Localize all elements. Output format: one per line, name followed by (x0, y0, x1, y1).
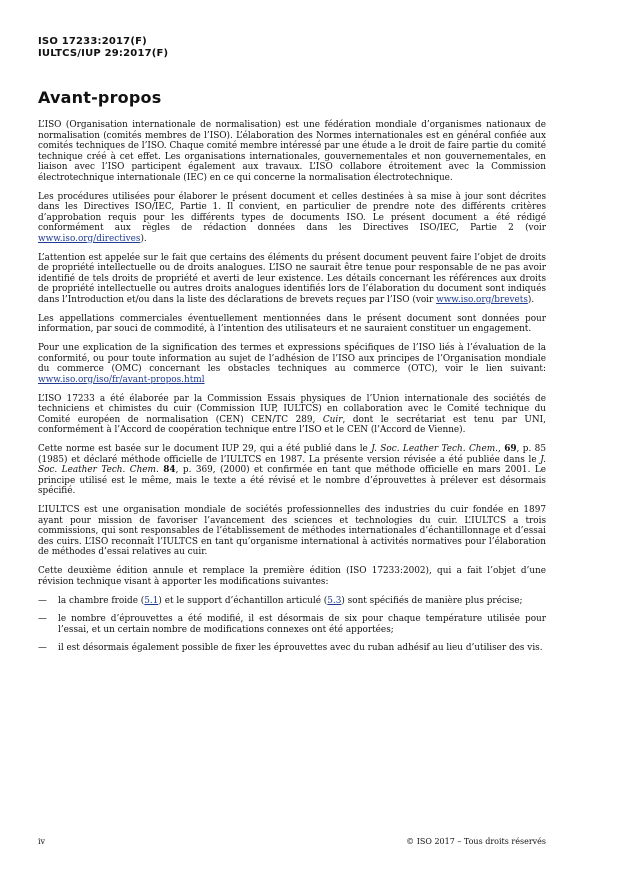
list-item (38, 643, 546, 654)
paragraph-text-end: , dont le secrétariat est tenu par UNI, conformément à l’Accord de coopération technique entre l’ISO et le CEN (l’Accord de Vienne). (38, 414, 546, 435)
link-clause-5-1[interactable]: 5.1 (144, 595, 159, 606)
page-number: iv (38, 837, 46, 846)
journal-name: J. Soc. Leather Tech. Chem. (371, 444, 498, 454)
paragraph-text: L’ISO 17233 a été élaborée par la Commission Essais physiques de l’Union internationale des sociétés de techniciens et chimistes du cuir (Commission IUP, IULTCS) en collaboration avec le Comité technique du Comité européen de normalisation (CEN) CEN/TC 289, (38, 393, 546, 425)
paragraph-conformity (38, 343, 546, 385)
list-item-text: ) et le support d’échantillon articulé ( (158, 595, 328, 606)
page-title: Avant-propos (38, 88, 162, 107)
paragraph-iso-intro: L’ISO (Organisation internationale de normalisation) est une fédération mondiale d’organismes nationaux de normalisation (comités membres de l’ISO). L’élaboration des Normes internationales est en général confiée aux comités techniques de l’ISO. Chaque comité membre intéressé par une étude a le droit de faire partie du comité technique créé à cet effet. Les organisations internationales, gouvernementales et non gouvernementales, en liaison avec l’ISO participent également aux travaux. L’ISO collabore étroitement avec la Commission électrotechnique internationale (IEC) en ce qui concerne la normalisation électrotechnique. (38, 120, 546, 183)
paragraph-trade-names: Les appellations commerciales éventuellement mentionnées dans le présent document sont données pour information, par souci de commodité, à l’intention des utilisateurs et ne sauraient constituer un engagement. (38, 313, 546, 334)
list-item (38, 614, 546, 635)
volume-number: 69 (504, 444, 517, 454)
link-directives[interactable]: www.iso.org/directives (38, 233, 141, 244)
paragraph-iultcs: L’IULTCS est une organisation mondiale de sociétés professionnelles des industries du cuir fondée en 1897 ayant pour mission de favoriser l’avancement des sciences et technologies du cuir. L’IULTCS a trois commissions, qui sont responsables de l’établissement de méthodes internationales d’échantillonnage et d’essai des cuirs. L’ISO reconnaît l’IULTCS en tant qu’organisme international à activités normatives pour l’élaboration de méthodes d’essai relatives au cuir. (38, 505, 546, 557)
paragraph-text: , p. 85 (1985) et déclaré méthode officielle de l’IULTCS en 1987. La présente version révisée a été publiée dans le (38, 444, 546, 465)
volume-number: 84 (163, 465, 176, 475)
link-clause-5-3[interactable]: 5.3 (327, 595, 342, 606)
paragraph-patents (38, 253, 546, 306)
modifications-list (38, 596, 546, 654)
link-brevets[interactable]: www.iso.org/brevets (436, 294, 528, 305)
paragraph-text-end: , p. 369, (2000) et confirmée en tant que méthode officielle en mars 2001. Le principe utilisé est le même, mais le texte a été révisé et le nombre d’éprouvettes à prélever est désormais spécifié. (38, 465, 546, 496)
header-iultcs-number: IULTCS/IUP 29:2017(F) (38, 48, 169, 59)
paragraph-basis (38, 444, 546, 497)
paragraph-text-end: ). (140, 233, 147, 244)
paragraph-procedures (38, 192, 546, 245)
list-dash: — (38, 643, 47, 653)
journal-name: J. Soc. Leather Tech. Chem. (38, 454, 546, 475)
paragraph-text: Cette norme est basée sur le document IUP 29, qui a été publié dans le (38, 444, 372, 454)
paragraph-text: , (497, 444, 505, 454)
list-item-text: le nombre d’éprouvettes a été modifié, il est désormais de six pour chaque température utilisée pour l’essai, et un certain nombre de modifications connexes ont été apportées; (58, 614, 546, 635)
link-avant-propos[interactable]: www.iso.org/iso/fr/avant-propos.html (38, 374, 205, 385)
list-item (38, 596, 546, 607)
committee-title-italic: Cuir (322, 414, 343, 425)
list-item-text: il est désormais également possible de fixer les éprouvettes avec du ruban adhésif au lieu d’utiliser des vis. (58, 643, 543, 653)
paragraph-text: L’attention est appelée sur le fait que certains des éléments du présent document peuvent faire l’objet de droits de propriété intellectuelle ou de droits analogues. L’ISO ne saurait être tenue pour responsable de ne pas avoir identifié de tels droits de propriété et averti de leur existence. Les détails concernant les références aux droits de propriété intellectuelle ou autres droits analogues identifiés lors de l’élaboration du document sont indiqués dans l’Introduction et/ou dans la liste des déclarations de brevets reçues par l’ISO (voir (38, 252, 546, 305)
paragraph-edition: Cette deuxième édition annule et remplace la première édition (ISO 17233:2002), qui a fait l’objet d’une révision technique visant à apporter les modifications suivantes: (38, 566, 546, 587)
document-header (38, 36, 168, 60)
list-item-text: la chambre froide ( (58, 595, 145, 606)
list-item-text: ) sont spécifiés de manière plus précise; (341, 595, 523, 606)
paragraph-text-end: ). (527, 294, 535, 305)
document-body (38, 120, 546, 662)
header-standard-number: ISO 17233:2017(F) (38, 36, 147, 47)
copyright-notice: © ISO 2017 – Tous droits réservés (406, 837, 546, 846)
paragraph-text: Les procédures utilisées pour élaborer le présent document et celles destinées à sa mise à jour sont décrites dans les Directives ISO/IEC, Partie 1. Il convient, en particulier de prendre note des différents critères d’approbation requis pour les différents types de documents ISO. Le présent document a été rédigé conformément aux règles de rédaction données dans les Directives ISO/IEC, Partie 2 (voir (38, 191, 546, 233)
paragraph-text: Pour une explication de la signification des termes et expressions spécifiques de l’ISO liés à l’évaluation de la conformité, ou pour toute information au sujet de l’adhésion de l’ISO aux principes de l’Organisation mondiale du commerce (OMC) concernant les obstacles techniques au commerce (OTC), voir le lien suivant: (38, 343, 546, 374)
list-dash: — (38, 595, 47, 606)
paragraph-preparation (38, 394, 546, 436)
list-dash: — (38, 614, 47, 624)
